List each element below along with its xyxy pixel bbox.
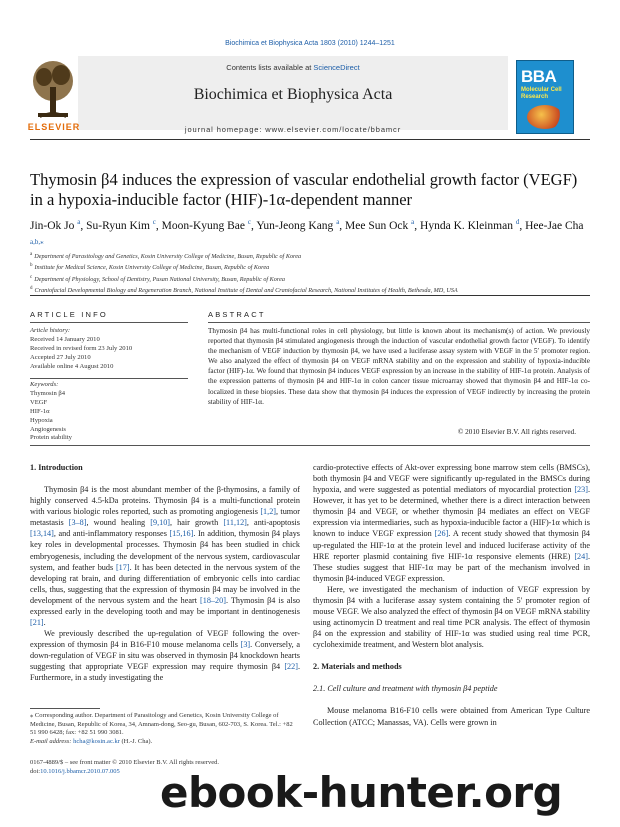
author-name: Moon-Kyung Bae: [161, 219, 248, 232]
citation-link[interactable]: [1,2]: [260, 507, 277, 517]
history-item: Available online 4 August 2010: [30, 362, 114, 370]
history-item: Accepted 27 July 2010: [30, 353, 91, 361]
abstract-divider: [208, 322, 590, 323]
citation-link[interactable]: [26]: [434, 529, 449, 539]
author-affiliation-mark[interactable]: a: [77, 218, 81, 226]
affiliation-text: Institute for Medical Science, Kosin University College of Medicine, Busan, Republic of Korea: [34, 264, 270, 272]
body-column-right: [313, 462, 590, 728]
article-title: Thymosin β4 induces the expression of vascular endothelial growth factor (VEGF) in a hypoxia-inducible factor (HIF)-1α-dependent manner: [30, 170, 578, 209]
citation-link[interactable]: [24]: [574, 551, 588, 561]
affiliation-mark: c: [30, 274, 33, 280]
keyword: Thymosin β4: [30, 389, 66, 397]
body-column-left: [30, 462, 300, 683]
abstract-label: ABSTRACT: [208, 310, 266, 319]
citation-link[interactable]: [3]: [240, 640, 251, 650]
section-heading: 2. Materials and methods: [313, 662, 402, 672]
text-run: , tumor metastasis: [30, 507, 300, 528]
keyword: Hypoxia: [30, 416, 53, 424]
email-line: [30, 738, 300, 747]
keyword: VEGF: [30, 398, 48, 406]
subsection-heading: 2.1. Cell culture and treatment with thymosin β4 peptide: [313, 684, 498, 694]
text-run: , wound healing: [86, 518, 151, 528]
citation-link[interactable]: [13,14]: [30, 529, 54, 539]
affiliation: [30, 284, 590, 295]
author-affiliation-mark[interactable]: c: [247, 218, 251, 226]
history-item: Received in revised form 23 July 2010: [30, 344, 133, 352]
author-affiliation-mark[interactable]: a: [336, 218, 340, 226]
keyword: Angiogenesis: [30, 425, 66, 433]
author-name: Jin-Ok Jo: [30, 219, 78, 232]
journal-reference[interactable]: Biochimica et Biophysica Acta 1803 (2010) 1244–1251: [225, 40, 395, 47]
author-affiliation-mark[interactable]: a: [411, 218, 415, 226]
text-run: We previously described the up-regulation of VEGF following the over-expression of thymosin β4 in B16-F10 mouse melanoma cells: [30, 629, 300, 650]
contents-line: [78, 63, 508, 72]
doi-link[interactable]: 10.1016/j.bbamcr.2010.07.005: [40, 767, 120, 775]
text-run: . It has been detected in the nervous system of the developing rat brain, and during differentiation of embryonic cells into cardiac cells, thus, suggesting that the expression of thymosin β4 may be involved in the development of the nervous system and the heart: [30, 562, 300, 605]
affiliation: [30, 250, 590, 261]
article-info-divider: [30, 322, 188, 323]
affiliation-mark: b: [30, 263, 33, 269]
keywords: [30, 381, 190, 443]
footnote-divider: [30, 708, 100, 709]
cover-image: [527, 105, 563, 129]
publisher-name: ELSEVIER: [27, 122, 81, 132]
journal-homepage[interactable]: journal homepage: www.elsevier.com/locate/bbamcr: [184, 125, 402, 134]
affiliation-text: Department of Parasitology and Genetics, Kosin University College of Medicine, Busan, Republic of Korea: [34, 253, 302, 261]
paragraph: [30, 484, 300, 628]
affiliation: [30, 261, 590, 272]
text-run: .: [43, 618, 46, 628]
author-affiliation-mark[interactable]: d: [515, 218, 520, 226]
author-name: Mee Sun Ock: [345, 219, 412, 232]
issn-line: 0167-4889/$ – see front matter © 2010 Elsevier B.V. All rights reserved.: [30, 759, 219, 766]
keywords-divider: [30, 378, 188, 379]
text-run: . Thymosin β4 is also expressed early in the developing tooth and may be important in dentinogenesis: [30, 595, 300, 616]
keyword: HIF-1α: [30, 407, 50, 415]
author-name: Hynda K. Kleinman: [420, 219, 516, 232]
paragraph: [313, 462, 590, 584]
corresponding-author-note: [30, 712, 300, 746]
author-list: Jin-Ok Jo $^a$, Su-Ryun Kim $^c$, Moon-Kyung Bae $^c$, Yun-Jeong Kang $^a$, Mee Sun Ock $^a$, Hynda K. Kleinman $^d$, Hee-Jae Cha $^{a,b,⁎}$: [30, 218, 584, 246]
citation-link[interactable]: [11,12]: [223, 518, 247, 528]
cover-title: BBA: [521, 67, 557, 86]
citation-link[interactable]: [15,16]: [169, 529, 194, 539]
section-heading: 1. Introduction: [30, 463, 83, 472]
text-run: , anti-apoptosis: [246, 518, 300, 528]
affiliation-text: Department of Physiology, School of Dentistry, Pusan National University, Busan, Republic of Korea: [34, 275, 285, 283]
header-divider: [30, 139, 590, 140]
paragraph: Mouse melanoma B16-F10 cells were obtained from American Type Culture Collection (ATCC; Manassas, VA). Cells were grown in: [313, 706, 590, 727]
author-name: Su-Ryun Kim: [86, 219, 153, 232]
citation-link[interactable]: [17]: [115, 562, 130, 572]
author-affiliation-mark[interactable]: c: [152, 218, 156, 226]
author-name: Hee-Jae Cha: [525, 219, 584, 232]
journal-cover[interactable]: [516, 60, 574, 134]
history-item: Received 14 January 2010: [30, 335, 100, 343]
journal-name: Biochimica et Biophysica Acta: [193, 86, 393, 103]
abstract-text: Thymosin β4 has multi-functional roles in cell physiology, but little is known about its mechanism(s) of action. We previously reported that thymosin β4 stimulated angiogenesis through the induction of vascular endothelial growth factor (VEGF). To identify the mechanism of VEGF induction by thymosin β4, we have used a luciferase assay system with VEGF in the 5′ promoter region. We also analyzed the effect of thymosin β4 on VEGF mRNA stability and on the expression and stability of hypoxia-inducible factor (HIF)-1α. We found that thymosin β4 induces VEGF expression by an increase in the stability of HIF-1α protein. Analysis of the expression patterns of thymosin β4 and HIF-1α in colon cancer tissue microarray showed that thymosin β4 and HIF-1α co-localized in these biopsies. These data show that thymosin β4 induces the expression of VEGF indirectly by increasing the protein stability of HIF-1α.: [208, 327, 590, 406]
elsevier-tree-logo: [30, 57, 76, 129]
author-name: Yun-Jeong Kang: [256, 219, 337, 232]
history-heading: Article history:: [30, 327, 71, 334]
text-run: . In addition, thymosin β4 plays key roles in developmental processes. Thymosin β4 has been studied in chick embryogenesis, including the development of the nervous system, cardiovascular system, and feather buds: [30, 529, 300, 572]
email-label: E-mail address:: [30, 737, 72, 745]
copyright: © 2010 Elsevier B.V. All rights reserved.: [457, 428, 576, 436]
citation-link[interactable]: [18–20]: [200, 595, 226, 605]
text-run: . However, it has yet to be determined, whether there is a direct interaction between thymosin β4 and VEGF, or whether thymosin β4 mediates an effect on VEGF expression via intermediaries, such as hypoxia-inducible factor a (HIF)-1α which is known to induce VEGF expression: [313, 485, 590, 539]
body-divider: [30, 445, 590, 446]
article-history: [30, 327, 190, 372]
paragraph: [30, 628, 300, 683]
text-run: . Conversely, a down-regulation of VEGF in situ was observed in thymosin β4 knockdown hearts suggesting that appropriate VEGF expression may require thymosin β4: [30, 640, 300, 672]
affiliation: [30, 273, 590, 284]
watermark: ebook-hunter.org: [160, 768, 563, 817]
doi-prefix: doi:: [30, 767, 41, 775]
citation-link[interactable]: [22]: [284, 662, 298, 672]
affiliation-text: Craniofacial Developmental Biology and Regeneration Branch, National Institute of Dental and Craniofacial Research, National Institutes of Health, Bethesda, MD, USA: [34, 286, 458, 294]
article-info-label: ARTICLE INFO: [30, 310, 108, 319]
text-run: , and anti-inflammatory responses: [53, 529, 170, 539]
cover-subtitle: Molecular Cell Research: [521, 87, 562, 100]
citation-link[interactable]: [9,10]: [150, 518, 171, 528]
title-divider: [30, 295, 590, 296]
text-run: cardio-protective effects of Akt-over expressing bone marrow stem cells (BMSCs), both thymosin β4 and VEGF were significantly up-regulated in the BMSCs during hypoxia, and were suggested as potential mediators of myocardial protection: [313, 463, 590, 495]
contents-prefix: Contents lists available at: [226, 63, 314, 72]
paragraph: Here, we investigated the mechanism of induction of VEGF expression by thymosin β4 with a luciferase assay system containing the 5′ promoter region of mouse VEGF. We also analyzed the effect of thymosin β4 on VEGF mRNA stability using actinomycin D treatment and real time PCR analysis. The effect of thymosin β4 on the expression and stability of HIF-1α was studied using real time PCR, cycloheximide treatment, and Western blot analysis.: [313, 584, 590, 650]
text-run: Thymosin β4 is the most abundant member of the β-thymosins, a family of highly conserved 4.5-kDa proteins. Thymosin β4 is a multi-functional protein with various biologic roles reported, such as promoting angiogenesis: [30, 485, 300, 517]
corresponding-text: ⁎ Corresponding author. Department of Parasitology and Genetics, Kosin University College of Medicine, Busan, Republic of Korea, 34, Amnam-dong, Seo-gu, Busan, 602-703, S. Korea. Tel.: +82 51 990 6428; fax: +82 51 990 3081.: [30, 712, 293, 737]
sciencedirect-link[interactable]: ScienceDirect: [313, 63, 360, 72]
email-link[interactable]: hcha@kosin.ac.kr: [73, 737, 120, 745]
affiliation-mark: a: [30, 252, 33, 257]
keywords-heading: Keywords:: [30, 381, 59, 388]
citation-link[interactable]: [23]: [574, 485, 588, 495]
affiliations: [30, 250, 590, 295]
text-run: . A recent study showed that thymosin β4 up-regulated the HIF-1α at the protein level and induced luciferase activity of the HRE reporter plasmid containing five HIF-1α responsive elements (HRE): [313, 529, 591, 561]
citation-link[interactable]: [3–8]: [68, 518, 87, 528]
text-run: , hair growth: [170, 518, 224, 528]
affiliation-mark: d: [30, 285, 33, 291]
text-run: . These studies suggest that HIF-1α may be part of the mechanism involved in thymosin β4-induced VEGF expression.: [313, 551, 590, 583]
text-run: . Furthermore, in a study investigating the: [30, 662, 300, 683]
keyword: Protein stability: [30, 434, 72, 442]
author-affiliation-mark[interactable]: a,b,⁎: [30, 237, 44, 246]
email-suffix: (H.-J. Cha).: [121, 737, 153, 745]
citation-link[interactable]: [21]: [30, 618, 44, 628]
